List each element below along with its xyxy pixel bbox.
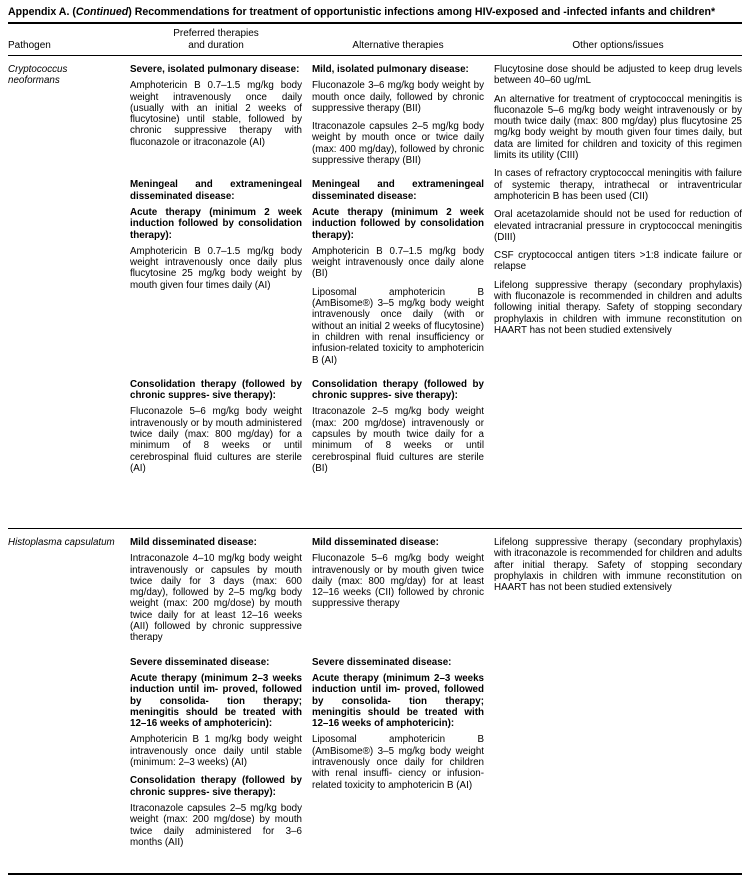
table-bottom-border	[8, 873, 742, 875]
page-title	[8, 6, 742, 19]
therapy-paragraph: Amphotericin B 1 mg/kg body weight intravenously once daily until stable (minimum: 2–3 weeks) (AI)	[130, 734, 302, 769]
disease-heading: Meningeal and extrameningeal disseminated disease:	[312, 179, 484, 202]
title-continued: Continued	[75, 6, 129, 18]
alternative-cell	[312, 537, 484, 610]
table-row-cryptococcus	[8, 56, 742, 528]
disease-heading: Meningeal and extrameningeal disseminated disease:	[130, 179, 302, 202]
therapy-columns	[130, 537, 484, 867]
therapy-columns	[130, 64, 484, 522]
alternative-cell	[312, 657, 484, 791]
therapy-subheading: Acute therapy (minimum 2 week induction followed by consolidation therapy):	[312, 206, 484, 241]
disease-heading: Severe disseminated disease:	[312, 656, 452, 668]
therapy-subheading: Consolidation therapy (followed by chronic suppres- sive therapy):	[130, 775, 302, 798]
other-paragraph: An alternative for treatment of cryptococcal meningitis is fluconazole 5–6 mg/kg body weight intravenously or by mouth twice daily (max: 800 mg/day) plus flucytosine 25 mg/kg body weight by mouth given four times daily, but data are limited for children and toxicity of this regimen limits its utility (CIII)	[494, 93, 742, 162]
other-paragraph: Flucytosine dose should be adjusted to keep drug levels between 40–60 ug/mL	[494, 64, 742, 87]
therapy-subheading: Consolidation therapy (followed by chronic suppres- sive therapy):	[312, 378, 484, 402]
therapy-subheading: Acute therapy (minimum 2–3 weeks induction until im- proved, followed by consolida- tion therapy; meningitis should be treated with 12–16 weeks of amphotericin):	[130, 672, 302, 730]
therapy-paragraph: Fluconazole 3–6 mg/kg body weight by mouth once daily, followed by chronic suppressive therapy (BII)	[312, 80, 484, 114]
title-post: ) Recommendations for treatment of opportunistic infections among HIV-exposed and -infected infants and children*	[128, 6, 716, 18]
disease-heading: Severe, isolated pulmonary disease:	[130, 64, 300, 75]
disease-heading: Severe disseminated disease:	[130, 656, 270, 668]
therapy-subheading: Acute therapy (minimum 2 week induction followed by consolidation therapy):	[130, 206, 302, 241]
therapy-paragraph: Liposomal amphotericin B (AmBisome®) 3–5 mg/kg body weight intravenously once daily for children with renal insuffi- ciency or infusion-related toxicity to amphotericin B (AI)	[312, 734, 484, 791]
therapy-paragraph: Amphotericin B 0.7–1.5 mg/kg body weight intravenously once daily plus flucytosine 25 mg/kg body weight by mouth given four times daily (AI)	[130, 245, 302, 291]
therapy-paragraph: Itraconazole 2–5 mg/kg body weight (max: 200 mg/dose) intravenously or capsules by mouth twice daily for a minimum of 8 weeks or until cerebrospinal fluid cultures are sterile (BI)	[312, 406, 484, 474]
pathogen-name: Cryptococcus neoformans	[8, 64, 68, 87]
title-pre: Appendix A. (	[8, 6, 76, 18]
other-paragraph: CSF cryptococcal antigen titers >1:8 indicate failure or relapse	[494, 250, 742, 273]
therapy-paragraph: Liposomal amphotericin B (AmBisome®) 3–5 mg/kg body weight intravenously once daily (with or without an initial 2 weeks of flucytosine) in children with renal insufficiency or infusion-related toxicity to amphotericin B (AI)	[312, 286, 484, 366]
alternative-cell	[312, 64, 484, 166]
table-header-row	[8, 24, 742, 56]
other-paragraph: Oral acetazolamide should not be used for reduction of elevated intracranial pressure in cryptococcal meningitis (DIII)	[494, 209, 742, 243]
preferred-cell	[130, 64, 302, 148]
other-paragraph: In cases of refractory cryptococcal meningitis with failure of systemic therapy, intrathecal or intraventricular amphotericin B has been used (CII)	[494, 168, 742, 202]
alternative-cell	[312, 379, 484, 474]
preferred-cell	[130, 179, 302, 291]
therapy-paragraph: Fluconazole 5–6 mg/kg body weight intravenously or by mouth administered twice daily (max: 800 mg/day) for a minimum of 8 weeks or until cerebrospinal fluid cultures are sterile (AI)	[130, 406, 302, 474]
therapy-paragraph: Itraconazole capsules 2–5 mg/kg body weight by mouth once or twice daily (max: 400 mg/day), followed by chronic suppressive therapy (BII)	[312, 121, 484, 167]
other-paragraph: Lifelong suppressive therapy (secondary prophylaxis) with itraconazole is recommended for children and adults after initial therapy. Safety of stopping secondary prophylaxis in children with immune reconstitution on HAART has not been studied extensively	[494, 537, 742, 594]
therapy-paragraph: Amphotericin B 0.7–1.5 mg/kg body weight intravenously once daily alone (BI)	[312, 245, 484, 280]
disease-heading: Mild, isolated pulmonary disease:	[312, 64, 469, 75]
therapy-paragraph: Fluconazole 5–6 mg/kg body weight intravenously or by mouth given twice daily (max: 800 mg/day) for at least 12–16 weeks (CII) followed by chronic suppressive therapy	[312, 553, 484, 610]
other-options-cell	[494, 537, 742, 593]
other-options-cell	[494, 64, 742, 336]
disease-heading: Mild disseminated disease:	[312, 537, 439, 548]
preferred-cell	[130, 657, 302, 848]
pathogen-name: Histoplasma capsulatum	[8, 537, 115, 548]
column-header-pathogen: Pathogen	[8, 39, 51, 51]
therapy-subheading: Consolidation therapy (followed by chronic suppres- sive therapy):	[130, 378, 302, 402]
other-paragraph: Lifelong suppressive therapy (secondary prophylaxis) with fluconazole is recommended in children and adults following initial therapy. Safety of stopping secondary prophylaxis in children with immune reconstitution on HAART has not been studied extensively	[494, 279, 742, 336]
alternative-cell	[312, 179, 484, 365]
column-header-alternative: Alternative therapies	[352, 39, 444, 51]
therapy-subheading: Acute therapy (minimum 2–3 weeks induction until im- proved, followed by consolida- tion therapy; meningitis should be treated with 12–16 weeks of amphotericin):	[312, 672, 484, 730]
therapy-paragraph: Itraconazole capsules 2–5 mg/kg body weight (max: 200 mg/dose) by mouth twice daily administered for 3–6 months (AII)	[130, 802, 302, 848]
column-header-other: Other options/issues	[572, 39, 664, 51]
table-row-histoplasma	[8, 528, 742, 873]
preferred-cell	[130, 537, 302, 644]
disease-heading: Mild disseminated disease:	[130, 537, 257, 548]
preferred-cell	[130, 379, 302, 474]
column-header-preferred: Preferred therapies and duration	[173, 28, 259, 51]
therapy-paragraph: Amphotericin B 0.7–1.5 mg/kg body weight intravenously once daily (usually with an initial 2 weeks of flucytosine) until stable, followed by chronic suppressive therapy with fluconazole or itraconazole (AI)	[130, 80, 302, 148]
therapy-paragraph: Intraconazole 4–10 mg/kg body weight intravenously or capsules by mouth twice daily for 3 days (max: 600 mg/day), followed by 2–5 mg/kg body weight (max: 200 mg/dose) by mouth twice daily for at least 12–16 weeks (AII) followed by chronic suppressive therapy	[130, 553, 302, 644]
